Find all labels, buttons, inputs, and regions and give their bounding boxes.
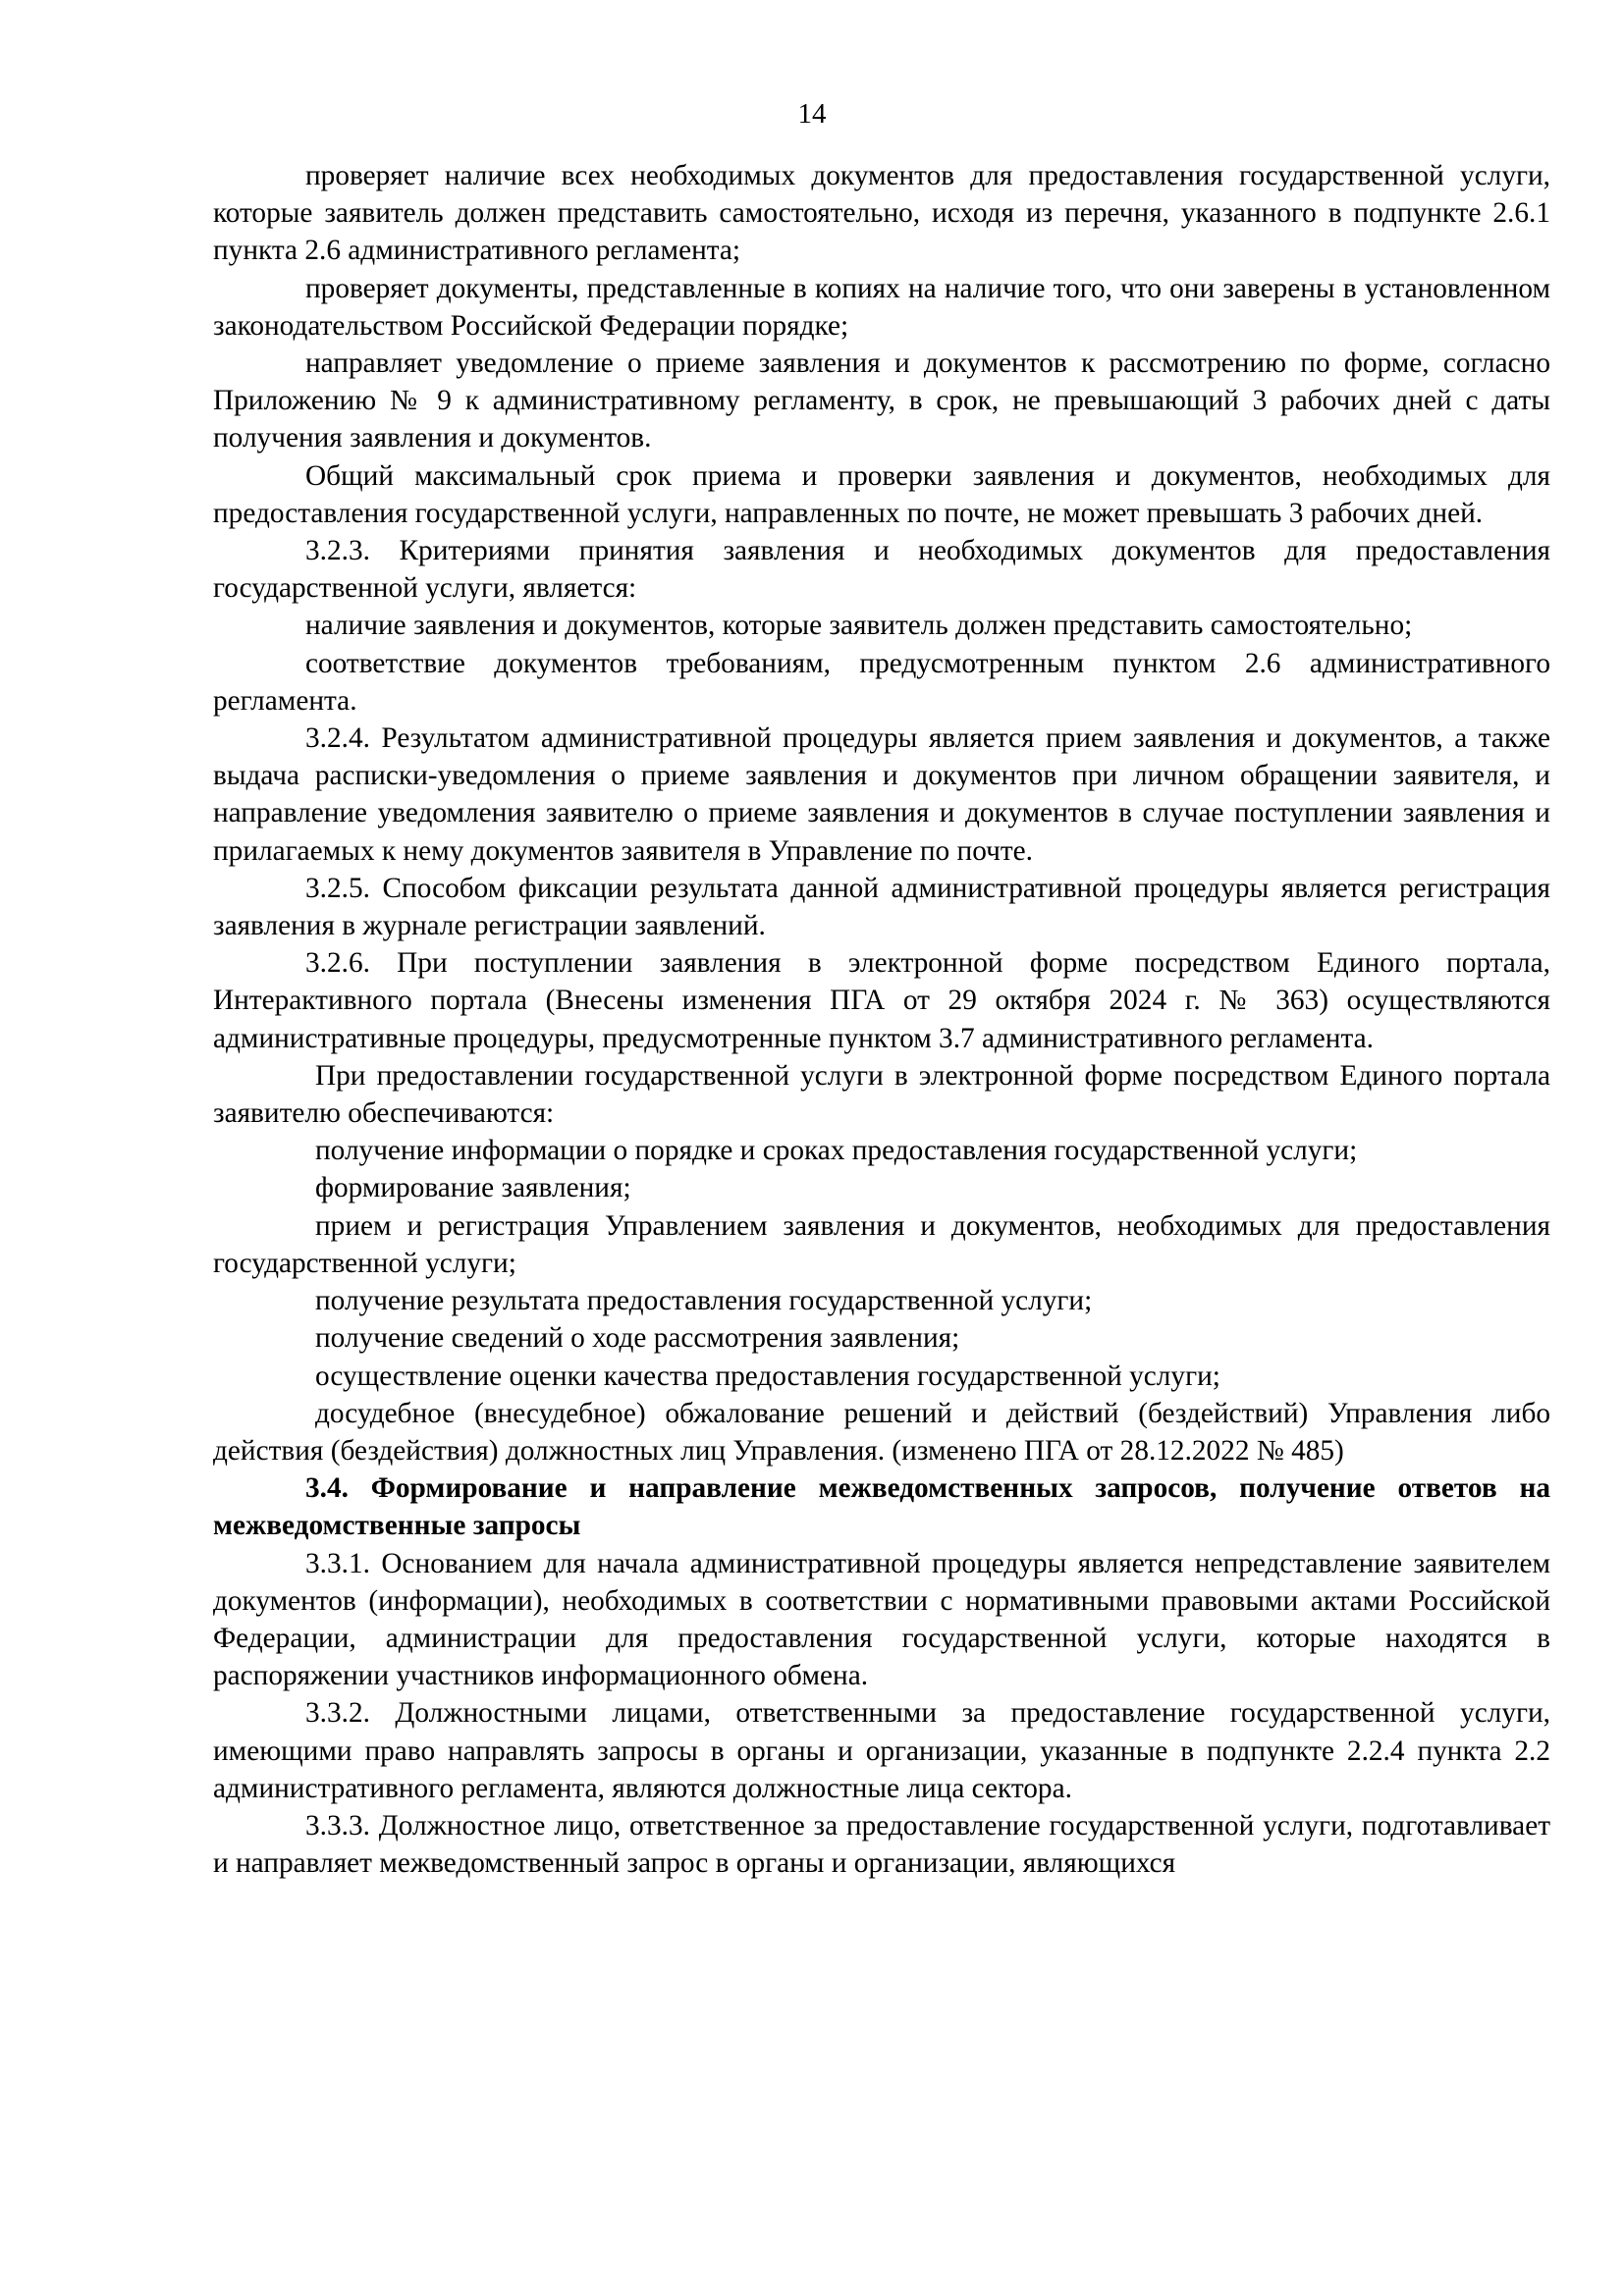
paragraph-3-2-4: 3.2.4. Результатом административной процедуры является прием заявления и документов, а также выдача расписки-уведомления о приеме заявления и документов при личном обращении заявителя, и направление уведомления заявителю о приеме заявления и документов в случае поступлении заявления и прилагаемых к нему документов заявителя в Управление по почте. xyxy=(213,722,1550,867)
paragraph-criteria-presence: наличие заявления и документов, которые заявитель должен представить самостоятельно; xyxy=(305,610,1413,642)
paragraph-3-3-3: 3.3.3. Должностное лицо, ответственное за предоставление государственной услуги, подготавливает и направляет межведомственный запрос в органы и организации, являющихся xyxy=(213,1809,1550,1880)
list-item-forming: формирование заявления; xyxy=(315,1172,631,1204)
paragraph-3-3-1: 3.3.1. Основанием для начала административной процедуры является непредставление заявителем документов (информации), необходимых в соответствии с нормативными правовыми актами Российской Федерации, администрации для предоставления государственной услуги, которые находятся в распоряжении участников информационного обмена. xyxy=(213,1547,1550,1692)
paragraph-criteria-compliance: соответствие документов требованиям, предусмотренным пунктом 2.6 административного регламента. xyxy=(213,647,1550,717)
list-item-progress: получение сведений о ходе рассмотрения заявления; xyxy=(315,1322,960,1355)
paragraph-send-notification: направляет уведомление о приеме заявления и документов к рассмотрению по форме, согласно Приложению № 9 к административному регламенту, в срок, не превышающий 3 рабочих дней с даты получения заявления и документов. xyxy=(213,347,1550,454)
document-body xyxy=(213,157,1550,1882)
list-item-quality: осуществление оценки качества предоставления государственной услуги; xyxy=(315,1360,1220,1392)
list-item-registration: прием и регистрация Управлением заявления и документов, необходимых для предоставления государственной услуги; xyxy=(213,1209,1550,1279)
list-item-result: получение результата предоставления государственной услуги; xyxy=(315,1285,1093,1317)
paragraph-max-term: Общий максимальный срок приема и проверки заявления и документов, необходимых для предоставления государственной услуги, направленных по почте, не может превышать 3 рабочих дней. xyxy=(213,459,1550,529)
paragraph-3-2-3: 3.2.3. Критериями принятия заявления и необходимых документов для предоставления государственной услуги, является: xyxy=(213,535,1550,605)
paragraph-3-3-2: 3.3.2. Должностными лицами, ответственными за предоставление государственной услуги, имеющими право направлять запросы в органы и организации, указанные в подпункте 2.2.4 пункта 2.2 административного регламента, являются должностные лица сектора. xyxy=(213,1697,1550,1804)
paragraph-check-copies: проверяет документы, представленные в копиях на наличие того, что они заверены в установленном законодательством Российской Федерации порядке; xyxy=(213,272,1550,342)
paragraph-3-2-5: 3.2.5. Способом фиксации результата данной административной процедуры является регистрация заявления в журнале регистрации заявлений. xyxy=(213,872,1550,942)
page-number: 14 xyxy=(797,98,827,130)
section-heading-3-4: 3.4. Формирование и направление межведомственных запросов, получение ответов на межведомственные запросы xyxy=(213,1472,1550,1542)
list-item-info: получение информации о порядке и сроках предоставления государственной услуги; xyxy=(315,1135,1358,1167)
paragraph-electronic-form: При предоставлении государственной услуги в электронной форме посредством Единого портала заявителю обеспечиваются: xyxy=(213,1059,1550,1130)
paragraph-3-2-6: 3.2.6. При поступлении заявления в электронной форме посредством Единого портала, Интерактивного портала (Внесены изменения ПГА от 29 октября 2024 г. № 363) осуществляются административные процедуры, предусмотренные пунктом 3.7 административного регламента. xyxy=(213,947,1550,1054)
paragraph-check-documents: проверяет наличие всех необходимых документов для предоставления государственной услуги, которые заявитель должен представить самостоятельно, исходя из перечня, указанного в подпункте 2.6.1 пункта 2.6 административного регламента; xyxy=(213,160,1550,267)
list-item-appeal: досудебное (внесудебное) обжалование решений и действий (бездействий) Управления либо действия (бездействия) должностных лиц Управления. (изменено ПГА от 28.12.2022 № 485) xyxy=(213,1397,1550,1467)
